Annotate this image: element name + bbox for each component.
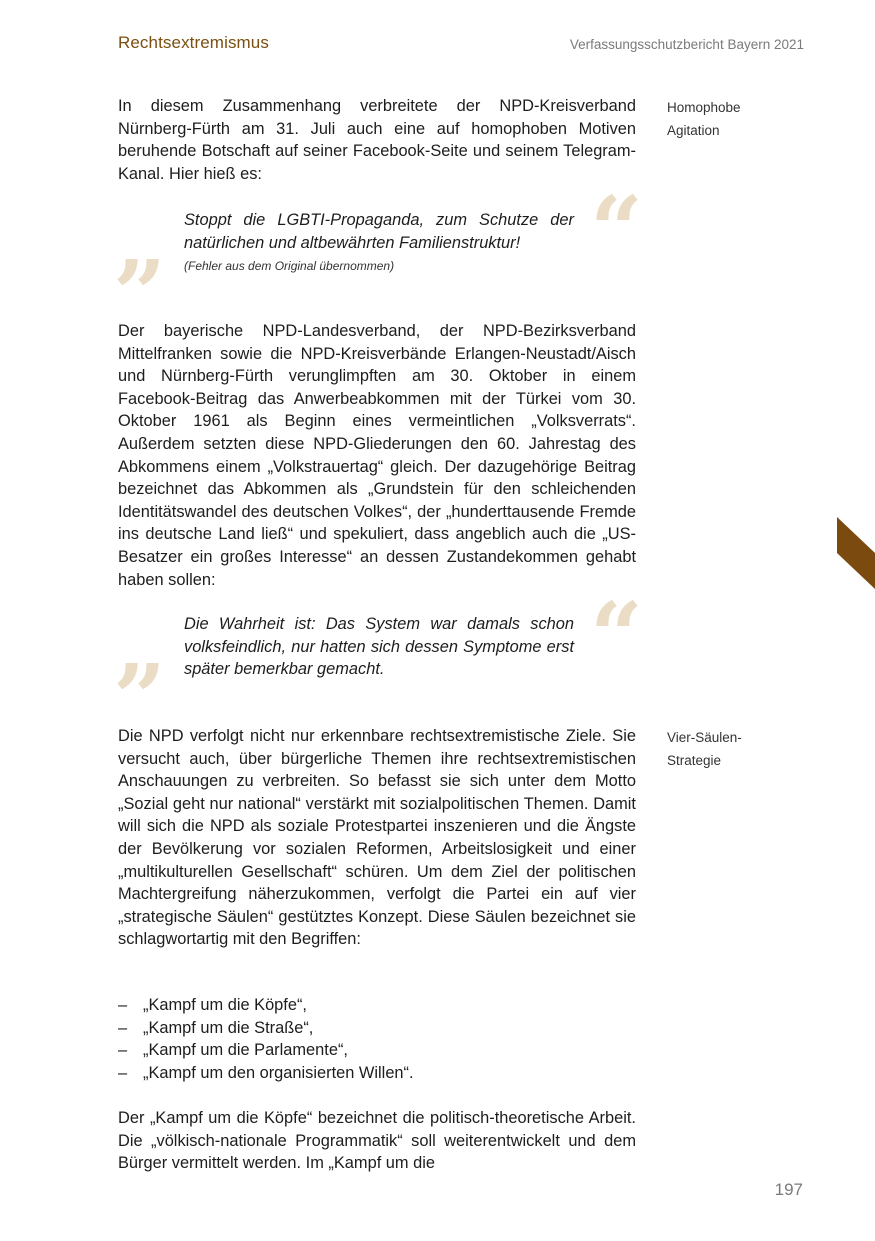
dash-icon: –	[118, 1041, 128, 1060]
open-quote-mark-icon: “	[590, 176, 643, 284]
quote-2-text: Die Wahrheit ist: Das System war damals schon volksfeindlich, nur hatten sich dessen Symptome erst später bemerkbar gemacht.	[184, 615, 574, 679]
close-quote-mark-icon: ”	[113, 644, 166, 752]
paragraph-2: Der bayerische NPD-Landesverband, der NPD-Bezirksverband Mittelfranken sowie die NPD-Kreisverbände Erlangen-Neustadt/Aisch und Nürnberg-Fürth verunglimpften am 30. Oktober in einem Facebook-Beitrag das Anwerbeabkommen mit der Türkei vom 30. Oktober 1961 als Beginn eines vermeintlichen „Volksverrats“. Außerdem setzten diese NPD-Gliederungen den 60. Jahrestag des Abkommens einem „Volkstrauertag“ gleich. Der dazugehörige Beitrag bezeichnet das Abkommen als „Grundstein für den schleichenden Identitätswandel des deutschen Volkes“, der „hunderttausende Fremde ins deutsche Land ließ“ und spekuliert, dass angeblich auch die „US-Besatzer ein großes Interesse“ an dessen Zustandekommen gehabt haben sollen:	[118, 322, 636, 589]
strategy-pillars-list	[118, 994, 414, 1084]
list-item: – „Kampf um den organisierten Willen“.	[118, 1062, 414, 1085]
page-number: 197	[774, 1180, 803, 1199]
paragraph-1: In diesem Zusammenhang verbreitete der NPD-Kreisverband Nürnberg-Fürth am 31. Juli auch eine auf homophoben Motiven beruhende Botschaft auf seiner Facebook-Seite und seinem Telegram-Kanal. Hier hieß es:	[118, 97, 636, 183]
list-item: – „Kampf um die Parlamente“,	[118, 1039, 414, 1062]
dash-icon: –	[118, 1018, 128, 1037]
paragraph-3: Die NPD verfolgt nicht nur erkennbare rechtsextremistische Ziele. Sie versucht auch, über bürgerliche Themen ihre rechtsextremistischen Anschauungen zu verbreiten. So befasst sie sich unter dem Motto „Sozial geht nur national“ verstärkt mit sozialpolitischen Themen. Damit will sich die NPD als soziale Protestpartei inszenieren und die Ängste der Bevölkerung vor sozialen Reformen, Arbeitslosigkeit und einer „multikulturellen Gesellschaft“ schüren. Um dem Ziel der politischen Machtergreifung näherzukommen, verfolgt die Partei ein auf vier „strategische Säulen“ gestütztes Konzept. Diese Säulen bezeichnet sie schlagwortartig mit den Begriffen:	[118, 727, 636, 949]
list-item: – „Kampf um die Straße“,	[118, 1017, 414, 1040]
chapter-tab-marker	[837, 517, 875, 589]
quote-1-note: (Fehler aus dem Original übernommen)	[184, 259, 395, 273]
sidenote-homophobe-agitation: Homophobe Agitation	[667, 100, 741, 138]
dash-icon: –	[118, 996, 128, 1014]
section-title: Rechtsextremismus	[118, 33, 269, 52]
list-item: – „Kampf um die Köpfe“,	[118, 994, 414, 1017]
paragraph-4: Der „Kampf um die Köpfe“ bezeichnet die politisch-theoretische Arbeit. Die „völkisch-nationale Programmatik“ soll weiterentwickelt und dem Bürger vermittelt werden. Im „Kampf um die	[118, 1109, 636, 1173]
publication-title: Verfassungsschutzbericht Bayern 2021	[569, 37, 804, 52]
quote-1-text: Stoppt die LGBTI-Propaganda, zum Schutze der natürlichen und altbewährten Familienstruktur!	[184, 211, 574, 252]
close-quote-mark-icon: ”	[113, 240, 166, 348]
sidenote-vier-saeulen-strategie: Vier-Säulen- Strategie	[667, 730, 742, 768]
open-quote-mark-icon: “	[590, 582, 643, 690]
dash-icon: –	[118, 1063, 128, 1082]
